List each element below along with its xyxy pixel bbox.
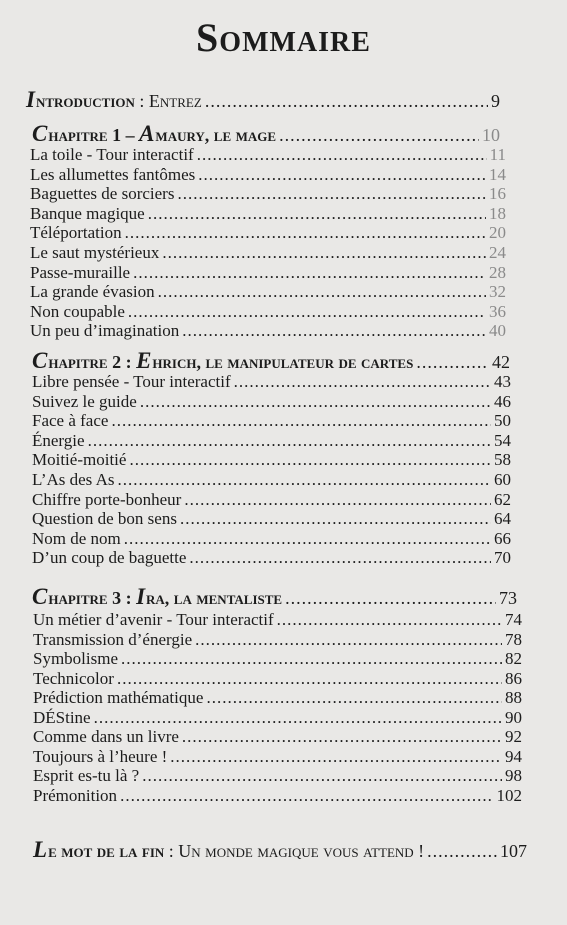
toc-entry <box>33 708 522 728</box>
heading-text: hapitre 3 : <box>48 588 137 608</box>
dot-leader <box>117 669 502 689</box>
dropcap: I <box>26 87 35 112</box>
entry-label <box>26 87 202 112</box>
entry-title: D’un coup de baguette <box>32 548 187 568</box>
toc-entry <box>32 509 511 529</box>
entry-title: L’As des As <box>32 470 115 489</box>
page-number: 60 <box>494 470 511 489</box>
toc-entry <box>30 321 506 341</box>
dot-leader <box>170 747 502 767</box>
entry-title: La toile - Tour interactif <box>30 145 194 164</box>
dot-leader <box>124 529 491 549</box>
toc-entry <box>33 786 522 806</box>
dot-leader <box>416 352 489 372</box>
toc-entry <box>33 649 522 669</box>
dot-leader <box>285 588 496 608</box>
toc-entry <box>32 470 511 490</box>
toc-entry <box>33 630 522 650</box>
entry-title: Nom de nom <box>32 528 121 548</box>
entry-title: Esprit es-tu là ? <box>33 766 140 785</box>
entry-title: Les allumettes fantômes <box>30 164 196 184</box>
toc-entry <box>30 165 506 185</box>
heading-text: ntroduction <box>35 91 135 111</box>
page-number: 64 <box>494 509 511 529</box>
entry-title: Libre pensée - Tour interactif <box>32 372 231 391</box>
toc-entry <box>30 184 506 204</box>
toc-entry <box>33 727 522 747</box>
entry-title: Technicolor <box>33 668 114 688</box>
page-number: 11 <box>489 145 506 164</box>
entry-title: Prédiction mathématique <box>33 688 204 707</box>
toc-entry <box>33 610 522 630</box>
toc-entry-chapter-1 <box>32 121 500 146</box>
entry-title: Question de bon sens <box>32 509 177 529</box>
heading-text: maury, le mage <box>155 125 277 145</box>
page-number: 18 <box>489 203 506 223</box>
page-number: 16 <box>489 184 506 204</box>
toc-entry <box>33 669 522 689</box>
entry-title: Un métier d’avenir - Tour interactif <box>33 610 274 629</box>
entry-title: Téléportation <box>30 223 122 243</box>
toc-entry <box>32 548 511 568</box>
dot-leader <box>177 184 486 204</box>
page-number: 92 <box>505 727 522 746</box>
heading-rest: : Un monde magique vous attend ! <box>164 841 425 861</box>
toc-entry <box>32 372 511 392</box>
entry-title: Toujours à l’heure ! <box>33 746 168 766</box>
page-number: 94 <box>505 746 522 766</box>
toc-entry <box>33 688 522 708</box>
page-number: 86 <box>505 668 522 688</box>
page-title: Sommaire <box>196 15 371 60</box>
dropcap: C <box>32 121 48 146</box>
toc-entry <box>30 204 506 224</box>
dropcap: L <box>33 837 48 862</box>
dot-leader <box>133 263 486 283</box>
toc-entry <box>33 747 522 767</box>
entry-title: Non coupable <box>30 301 125 321</box>
dot-leader <box>198 165 486 185</box>
toc-entry <box>30 145 506 165</box>
entry-title: Énergie <box>32 430 85 450</box>
dot-leader <box>121 649 502 669</box>
toc-entry <box>32 490 511 510</box>
page-number: 88 <box>505 688 522 707</box>
heading-rest: : Entrez <box>134 91 202 111</box>
entry-title: Un peu d’imagination <box>30 321 180 341</box>
page-number: 24 <box>489 243 506 262</box>
toc-entry <box>30 243 506 263</box>
page-number: 46 <box>494 391 511 411</box>
entry-label <box>32 348 414 373</box>
dot-leader <box>88 431 491 451</box>
dot-leader <box>120 786 493 806</box>
heading-text: ra, la mentaliste <box>146 588 283 608</box>
dropcap: E <box>136 348 152 373</box>
dot-leader <box>197 145 487 165</box>
dot-leader <box>182 321 486 341</box>
page-number: 20 <box>489 223 506 243</box>
toc-entry <box>32 392 511 412</box>
entry-label <box>32 121 277 146</box>
entry-title: Le saut mystérieux <box>30 243 160 262</box>
entry-title: Prémonition <box>33 785 118 805</box>
page-number: 98 <box>505 766 522 785</box>
page-number: 102 <box>496 785 522 805</box>
heading-text: hapitre 1 – <box>48 125 140 145</box>
entry-label <box>32 584 283 609</box>
page-number: 70 <box>494 548 511 568</box>
entry-title: DÉStine <box>33 707 91 727</box>
dot-leader <box>142 766 502 786</box>
page-number: 32 <box>489 282 506 302</box>
entry-title: La grande évasion <box>30 282 155 302</box>
entry-title: Banque magique <box>30 203 145 223</box>
entry-label <box>33 837 425 862</box>
dot-leader <box>205 91 488 111</box>
page-number: 90 <box>505 707 522 727</box>
page-number: 9 <box>491 91 500 111</box>
dot-leader <box>189 548 491 568</box>
dot-leader <box>195 630 502 650</box>
dot-leader <box>158 282 486 302</box>
toc-entry <box>32 529 511 549</box>
heading-text: hapitre 2 : <box>48 352 137 372</box>
entry-title: Baguettes de sorciers <box>30 184 175 204</box>
page-number: 28 <box>489 262 506 282</box>
page-number: 82 <box>505 649 522 668</box>
page-number: 43 <box>494 372 511 391</box>
entry-title: Passe-muraille <box>30 262 131 282</box>
dot-leader <box>129 450 491 470</box>
toc-entry-ending <box>33 837 527 862</box>
toc-entry <box>30 263 506 283</box>
toc-entry-introduction <box>26 87 500 112</box>
entry-title: Moitié-moitié <box>32 450 127 470</box>
dot-leader <box>128 302 486 322</box>
dot-leader <box>148 204 486 224</box>
page-number: 62 <box>494 489 511 509</box>
dropcap: I <box>136 584 146 609</box>
dot-leader <box>140 392 491 412</box>
toc-entry <box>32 411 511 431</box>
entry-title: Symbolisme <box>33 649 119 668</box>
dot-leader <box>94 708 502 728</box>
page-number: 40 <box>489 321 506 341</box>
dot-leader <box>206 688 502 708</box>
toc-entry-chapter-2 <box>32 348 510 373</box>
dot-leader <box>279 125 479 145</box>
toc-entry <box>30 302 506 322</box>
page-number: 14 <box>489 164 506 184</box>
toc-entry <box>30 282 506 302</box>
dot-leader <box>427 841 497 861</box>
entry-title: Suivez le guide <box>32 391 137 411</box>
page-number: 66 <box>494 528 511 548</box>
heading-text: hrich, le manipulateur de cartes <box>152 352 414 372</box>
page-number: 78 <box>505 629 522 649</box>
page-number: 10 <box>482 125 500 145</box>
dot-leader <box>184 490 491 510</box>
entry-title: Comme dans un livre <box>33 727 179 746</box>
toc-entry <box>33 766 522 786</box>
dot-leader <box>182 727 502 747</box>
entry-title: Chiffre porte-bonheur <box>32 489 182 509</box>
dropcap: A <box>139 121 155 146</box>
page-number: 50 <box>494 411 511 431</box>
dot-leader <box>111 411 491 431</box>
page-number: 74 <box>505 610 522 629</box>
dot-leader <box>118 470 492 490</box>
page-number: 42 <box>492 352 510 372</box>
dot-leader <box>162 243 486 263</box>
dot-leader <box>180 509 491 529</box>
heading-text: e mot de la fin <box>48 841 165 861</box>
page-number: 54 <box>494 430 511 450</box>
dot-leader <box>234 372 491 392</box>
toc-entry <box>32 431 511 451</box>
toc-entry-chapter-3 <box>32 584 517 609</box>
page-number: 73 <box>499 588 517 608</box>
toc-entry <box>32 450 511 470</box>
entry-title: Transmission d’énergie <box>33 629 193 649</box>
page-number: 36 <box>489 301 506 321</box>
page-number: 58 <box>494 450 511 470</box>
dot-leader <box>277 610 502 630</box>
toc-entry <box>30 223 506 243</box>
entry-title: Face à face <box>32 411 109 431</box>
dot-leader <box>125 223 486 243</box>
dropcap: C <box>32 348 48 373</box>
dropcap: C <box>32 584 48 609</box>
page-number: 107 <box>500 841 527 861</box>
